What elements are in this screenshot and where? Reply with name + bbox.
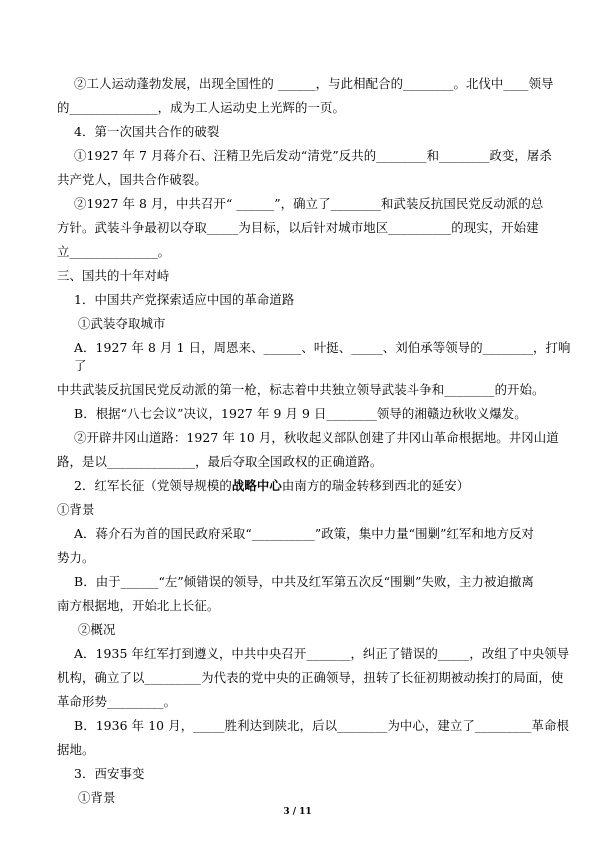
text-line: 中共武装反抗国民党反动派的第一枪，标志着中共独立领导武装斗争和________的开始。 <box>57 382 545 397</box>
text-line: 的______________，成为工人运动史上光辉的一页。 <box>57 100 345 115</box>
text-line: B．根据“八七会议”决议，1927 年 9 月 9 日________领导的湘赣边秋收义爆发。 <box>74 406 527 421</box>
text-line: 据地。 <box>57 742 95 757</box>
text-line: 了 <box>74 358 87 373</box>
text-line: ②1927 年 8 月，中共召开“ ______”，确立了________和武装反抗国民党反动派的总 <box>74 196 544 211</box>
section-heading: 三、国共的十年对峙 <box>57 268 170 283</box>
text-line: 机构，确立了以_________为代表的党中央的正确领导，扭转了长征初期被动挨打的局面，使 <box>57 670 564 685</box>
section-heading: 3．西安事变 <box>74 766 145 781</box>
text-line: ①背景 <box>78 790 116 805</box>
text-line: ②工人运动蓬勃发展，出现全国性的 ______，与此相配合的________。北伐中____领导 <box>74 76 554 91</box>
text-line: A．1927 年 8 月 1 日，周恩来、______、叶挺、_____、刘伯承等领导的________，打响 <box>74 340 571 355</box>
text-line: 方针。武装斗争最初以夺取_____为目标，以后针对城市地区__________的现实，开始建 <box>57 220 539 235</box>
text-line: ②开辟井冈山道路：1927 年 10 月，秋收起义部队创建了井冈山革命根据地。井冈山道 <box>74 430 559 445</box>
text-line: 路，是以______________，最后夺取全国政权的正确道路。 <box>57 454 383 469</box>
section-heading: 4．第一次国共合作的破裂 <box>74 124 220 139</box>
text-line: ①背景 <box>57 502 95 517</box>
text-line: B．由于______“左”倾错误的领导，中共及红军第五次反“围剿”失败，主力被迫撤离 <box>74 574 534 589</box>
heading-text: 由南方的瑞金转移到西北的延安） <box>281 478 470 493</box>
text-line: 势力。 <box>57 550 95 565</box>
text-line: ①武装夺取城市 <box>78 316 166 331</box>
section-heading: 1．中国共产党探索适应中国的革命道路 <box>74 292 295 307</box>
text-line: B．1936 年 10 月，_____胜利达到陕北，后以________为中心，建立了_________革命根 <box>74 718 570 733</box>
page-number: 3 / 11 <box>283 807 312 817</box>
text-line: 革命形势_________。 <box>57 694 177 709</box>
text-line: A．蒋介石为首的国民政府采取“__________”政策，集中力量“围剿”红军和地方反对 <box>74 526 534 541</box>
text-line: ①1927 年 7 月蒋介石、汪精卫先后发动“清党”反共的________和________政变，屠杀 <box>74 148 552 163</box>
bold-term: 战略中心 <box>231 478 282 493</box>
text-line: 立______________。 <box>57 244 171 259</box>
text-line: 南方根据地，开始北上长征。 <box>57 598 220 613</box>
text-line: ②概况 <box>78 622 116 637</box>
section-heading <box>74 478 469 494</box>
text-line: 共产党人，国共合作破裂。 <box>57 172 207 187</box>
text-line: A．1935 年红军打到遵义，中共中央召开_______，纠正了错误的_____，改组了中央领导 <box>74 646 570 661</box>
heading-text: 2．红军长征（党领导规模的 <box>74 478 232 493</box>
